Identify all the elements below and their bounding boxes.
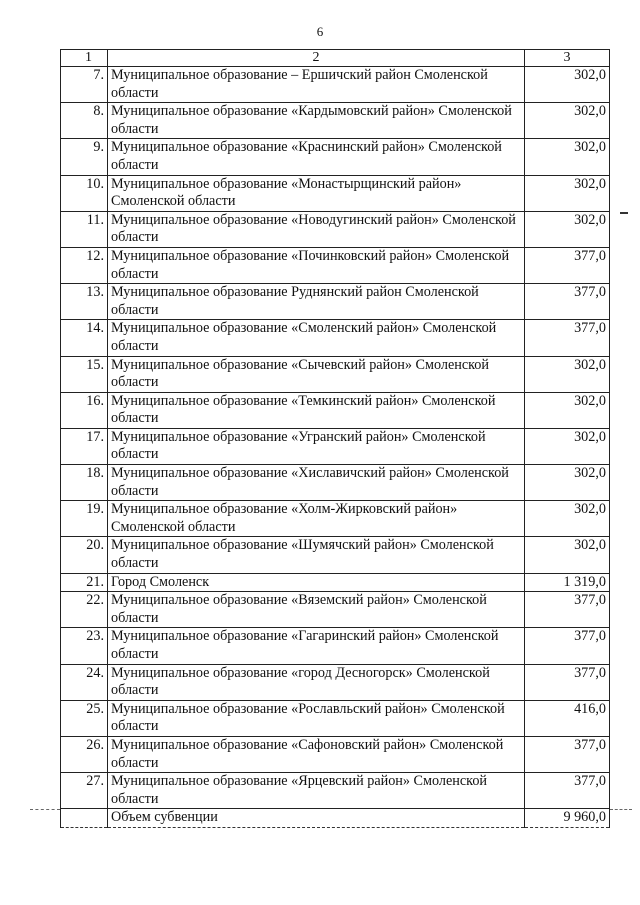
row-number-cell: 22. [61, 592, 108, 628]
table-row [61, 247, 610, 283]
row-value-cell: 302,0 [525, 356, 610, 392]
table-row [61, 664, 610, 700]
row-number-cell: 9. [61, 139, 108, 175]
row-value-cell: 302,0 [525, 175, 610, 211]
subvention-table [60, 49, 610, 828]
row-name-cell: Муниципальное образование «Темкинский район» Смоленской области [108, 392, 525, 428]
row-value-cell: 302,0 [525, 103, 610, 139]
row-value-cell: 377,0 [525, 773, 610, 809]
table-row [61, 573, 610, 592]
row-number-cell: 27. [61, 773, 108, 809]
total-label: Объем субвенции [108, 809, 525, 828]
row-value-cell: 377,0 [525, 320, 610, 356]
row-number-cell: 16. [61, 392, 108, 428]
header-col-2: 2 [108, 50, 525, 67]
row-name-cell: Муниципальное образование Руднянский район Смоленской области [108, 284, 525, 320]
table-row [61, 392, 610, 428]
table-row [61, 465, 610, 501]
row-value-cell: 302,0 [525, 211, 610, 247]
row-name-cell: Муниципальное образование «Холм-Жирковский район» Смоленской области [108, 501, 525, 537]
margin-mark [620, 212, 628, 214]
row-value-cell: 377,0 [525, 664, 610, 700]
table-row [61, 592, 610, 628]
row-value-cell: 302,0 [525, 465, 610, 501]
row-name-cell: Муниципальное образование «Гагаринский район» Смоленской области [108, 628, 525, 664]
row-number-cell: 12. [61, 247, 108, 283]
row-value-cell: 302,0 [525, 139, 610, 175]
row-name-cell: Муниципальное образование «Хиславичский район» Смоленской области [108, 465, 525, 501]
row-number-cell: 8. [61, 103, 108, 139]
row-value-cell: 302,0 [525, 67, 610, 103]
row-name-cell: Муниципальное образование «Ярцевский район» Смоленской области [108, 773, 525, 809]
total-value: 9 960,0 [525, 809, 610, 828]
row-value-cell: 377,0 [525, 247, 610, 283]
table-row [61, 736, 610, 772]
row-number-cell: 10. [61, 175, 108, 211]
table-row [61, 67, 610, 103]
row-name-cell: Муниципальное образование «Сафоновский район» Смоленской области [108, 736, 525, 772]
row-number-cell: 15. [61, 356, 108, 392]
row-number-cell: 26. [61, 736, 108, 772]
row-name-cell: Муниципальное образование «Вяземский район» Смоленской области [108, 592, 525, 628]
row-number-cell: 25. [61, 700, 108, 736]
row-number-cell: 13. [61, 284, 108, 320]
row-name-cell: Муниципальное образование «Смоленский район» Смоленской области [108, 320, 525, 356]
table-row [61, 628, 610, 664]
row-value-cell: 377,0 [525, 628, 610, 664]
row-value-cell: 377,0 [525, 736, 610, 772]
row-number-cell: 7. [61, 67, 108, 103]
row-value-cell: 377,0 [525, 284, 610, 320]
table-row [61, 501, 610, 537]
row-number-cell: 24. [61, 664, 108, 700]
total-row [61, 809, 610, 828]
table-row [61, 103, 610, 139]
page-number: 6 [316, 24, 324, 39]
margin-dash-left [30, 809, 60, 810]
row-name-cell: Муниципальное образование «Новодугинский район» Смоленской области [108, 211, 525, 247]
row-number-cell: 19. [61, 501, 108, 537]
row-value-cell: 1 319,0 [525, 573, 610, 592]
row-value-cell: 302,0 [525, 392, 610, 428]
row-name-cell: Муниципальное образование «Сычевский район» Смоленской области [108, 356, 525, 392]
table-row [61, 700, 610, 736]
row-value-cell: 302,0 [525, 537, 610, 573]
table-row [61, 537, 610, 573]
row-name-cell: Город Смоленск [108, 573, 525, 592]
table-row [61, 284, 610, 320]
row-number-cell: 11. [61, 211, 108, 247]
row-name-cell: Муниципальное образование «Монастырщинский район» Смоленской области [108, 175, 525, 211]
row-number-cell: 20. [61, 537, 108, 573]
row-value-cell: 416,0 [525, 700, 610, 736]
table-row [61, 139, 610, 175]
table-row [61, 356, 610, 392]
table-row [61, 175, 610, 211]
table-row [61, 428, 610, 464]
row-number-cell: 14. [61, 320, 108, 356]
row-value-cell: 302,0 [525, 501, 610, 537]
table-row [61, 320, 610, 356]
margin-dash-right [610, 809, 632, 810]
row-number-cell: 23. [61, 628, 108, 664]
row-name-cell: Муниципальное образование «город Десногорск» Смоленской области [108, 664, 525, 700]
row-name-cell: Муниципальное образование «Кардымовский район» Смоленской области [108, 103, 525, 139]
row-name-cell: Муниципальное образование «Угранский район» Смоленской области [108, 428, 525, 464]
total-number-cell [61, 809, 108, 828]
table-row [61, 211, 610, 247]
row-name-cell: Муниципальное образование «Починковский район» Смоленской области [108, 247, 525, 283]
row-name-cell: Муниципальное образование «Шумячский район» Смоленской области [108, 537, 525, 573]
row-number-cell: 17. [61, 428, 108, 464]
table-header-row [61, 50, 610, 67]
row-number-cell: 21. [61, 573, 108, 592]
row-value-cell: 377,0 [525, 592, 610, 628]
row-name-cell: Муниципальное образование «Рославльский район» Смоленской области [108, 700, 525, 736]
row-name-cell: Муниципальное образование – Ершичский район Смоленской области [108, 67, 525, 103]
header-col-1: 1 [61, 50, 108, 67]
row-name-cell: Муниципальное образование «Краснинский район» Смоленской области [108, 139, 525, 175]
table-row [61, 773, 610, 809]
row-value-cell: 302,0 [525, 428, 610, 464]
row-number-cell: 18. [61, 465, 108, 501]
header-col-3: 3 [525, 50, 610, 67]
